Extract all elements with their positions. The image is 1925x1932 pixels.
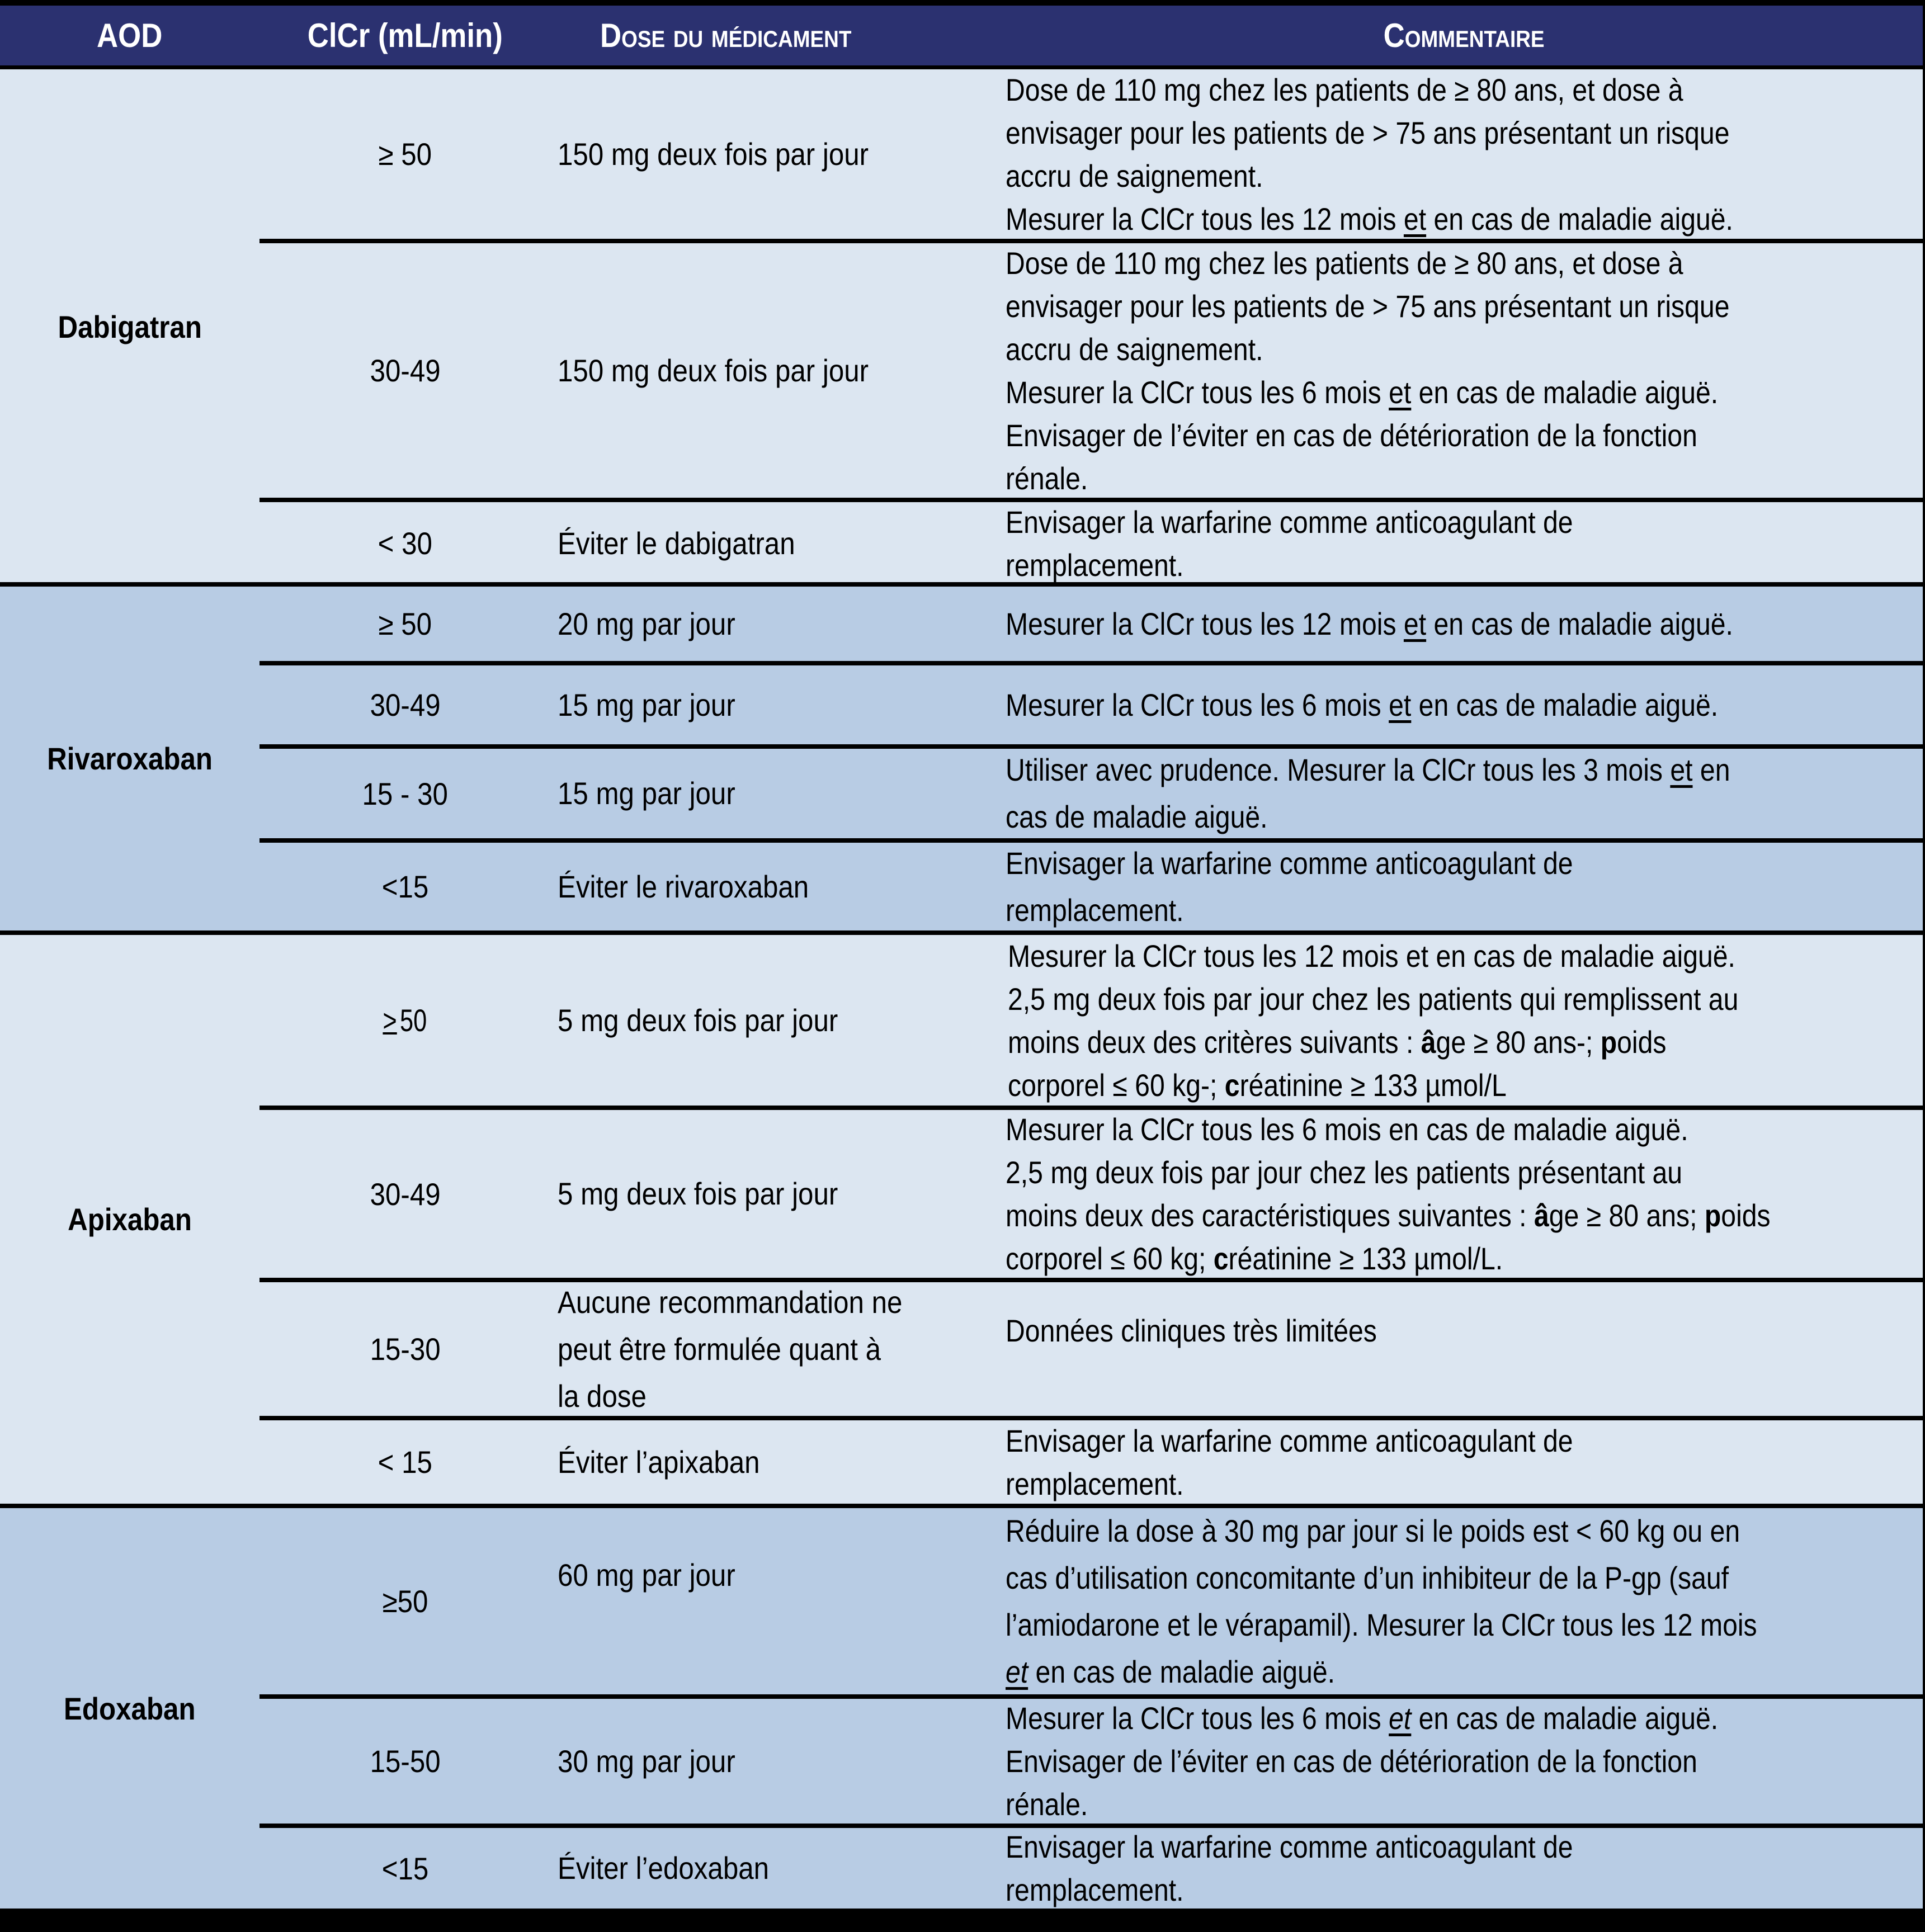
clcr-value: 15 - 30 [362, 776, 449, 811]
table-row [260, 935, 1923, 1106]
dose-value: 15 mg par jour [558, 776, 735, 811]
clcr-value: < 30 [378, 526, 433, 561]
row-divider [260, 1278, 1923, 1282]
dose-value: 15 mg par jour [558, 687, 735, 722]
dose-value: 60 mg par jour [558, 1557, 735, 1593]
table-row [260, 1110, 1923, 1278]
dose-value: 150 mg deux fois par jour [558, 136, 869, 172]
clcr-value: 30-49 [370, 1176, 441, 1212]
drug-name: Rivaroxaban [47, 741, 213, 776]
header-clcr: ClCr (mL/min) [307, 17, 503, 54]
comment-text: Mesurer la ClCr tous les 6 mois et en cas de maladie aiguë. [1006, 687, 1719, 722]
comment-text: Envisager la warfarine comme anticoagulant de remplacement. [1006, 504, 1573, 583]
clcr-value: ≥ 50 [378, 606, 432, 641]
clcr-value: ≥50 [382, 1584, 428, 1619]
row-divider [260, 661, 1923, 665]
dose-value: Éviter le dabigatran [558, 525, 795, 561]
clcr-value: <15 [381, 1850, 429, 1886]
comment-text: Mesurer la ClCr tous les 6 mois en cas de maladie aiguë. 2,5 mg deux fois par jour chez les patients présentant au moins deux des caractéristiques suivantes : âge ≥ 80 ans; poids corporel ≤ 60 kg; créatinine ≥ 133 µmol/L. [1006, 1112, 1771, 1276]
clcr-value: >50 [383, 1003, 427, 1038]
table-row [260, 243, 1923, 498]
drug-name: Edoxaban [64, 1690, 196, 1726]
comment-text: Mesurer la ClCr tous les 12 mois et en cas de maladie aiguë. 2,5 mg deux fois par jour chez les patients qui remplissent au moins deux des critères suivants : âge ≥ 80 ans-; poids corporel ≤ 60 kg-; créatinine ≥ 133 µmol/L [1008, 938, 1739, 1103]
clcr-value: 15-30 [370, 1331, 441, 1367]
clcr-value: ≥ 50 [378, 136, 432, 172]
clcr-value: <15 [381, 869, 429, 904]
group-divider [0, 582, 1923, 587]
dose-value: 150 mg deux fois par jour [558, 352, 869, 388]
dose-value: Éviter le rivaroxaban [558, 868, 809, 904]
dose-value: Éviter l’edoxaban [558, 1850, 770, 1886]
clcr-value: 30-49 [370, 353, 441, 388]
comment-text: Dose de 110 mg chez les patients de ≥ 80 ans, et dose à envisager pour les patients de > 75 ans présentant un risque accru de saignement. Mesurer la ClCr tous les 12 mois et en cas de maladie aiguë. [1006, 72, 1733, 237]
comment-text: Dose de 110 mg chez les patients de ≥ 80 ans, et dose à envisager pour les patients de > 75 ans présentant un risque accru de saignement. Mesurer la ClCr tous les 6 mois et en cas de maladie aiguë. Envisager de l’éviter en cas de détérioration de la fonction rénale. [1006, 245, 1730, 496]
dose-value: 5 mg deux fois par jour [558, 1176, 838, 1211]
comment-text: Mesurer la ClCr tous les 12 mois et en cas de maladie aiguë. [1006, 606, 1733, 641]
header-aod: AOD [97, 17, 163, 54]
table-row [260, 665, 1923, 744]
table-row [260, 1420, 1923, 1504]
dose-value: 5 mg deux fois par jour [558, 1002, 838, 1038]
table-row [260, 69, 1923, 239]
dose-value: Éviter l’apixaban [558, 1444, 760, 1480]
comment-text: Envisager la warfarine comme anticoagulant de remplacement. [1006, 1423, 1573, 1501]
comment-text: Données cliniques très limitées [1006, 1313, 1377, 1348]
drug-name: Apixaban [68, 1202, 192, 1237]
dose-value: 20 mg par jour [558, 606, 735, 641]
comment-text: Envisager la warfarine comme anticoagulant de remplacement. [1006, 1829, 1573, 1907]
comment-text: Utiliser avec prudence. Mesurer la ClCr tous les 3 mois et en cas de maladie aiguë. [1006, 752, 1730, 834]
drug-name: Dabigatran [58, 309, 202, 344]
comment-text: Mesurer la ClCr tous les 6 mois et en cas de maladie aiguë. Envisager de l’éviter en cas de détérioration de la fonction rénale. [1006, 1700, 1719, 1822]
comment-text: Envisager la warfarine comme anticoagulant de remplacement. [1006, 845, 1573, 928]
header-comment: Commentaire [1384, 17, 1545, 54]
comment-text: Réduire la dose à 30 mg par jour si le poids est < 60 kg ou en cas d’utilisation concomitante d’un inhibiteur de la P-gp (sauf l’amiodarone et le vérapamil). Mesurer la ClCr tous les 12 mois et en cas de maladie aiguë. [1006, 1513, 1757, 1689]
clcr-value: < 15 [378, 1444, 433, 1480]
clcr-value: 15-50 [370, 1744, 441, 1779]
table-row [260, 502, 1923, 584]
header-dose: Dose du médicament [600, 17, 852, 54]
clcr-value: 30-49 [370, 687, 441, 722]
table-row [260, 1699, 1923, 1824]
group-apixaban [0, 935, 1923, 1504]
group-rivaroxaban [0, 587, 1923, 930]
group-edoxaban [0, 1508, 1923, 1909]
dose-value: Aucune recommandation ne peut être formulée quant à la dose [558, 1284, 903, 1414]
table-header [0, 6, 1923, 65]
dose-value: 30 mg par jour [558, 1743, 735, 1779]
table-row [260, 843, 1923, 930]
anticoagulant-dosing-table [0, 6, 1923, 1909]
group-dabigatran [0, 69, 1923, 584]
table-row [260, 587, 1923, 661]
table-row [260, 749, 1923, 838]
table-row [260, 1828, 1923, 1909]
table-row [260, 1508, 1923, 1694]
table-row [260, 1282, 1923, 1416]
